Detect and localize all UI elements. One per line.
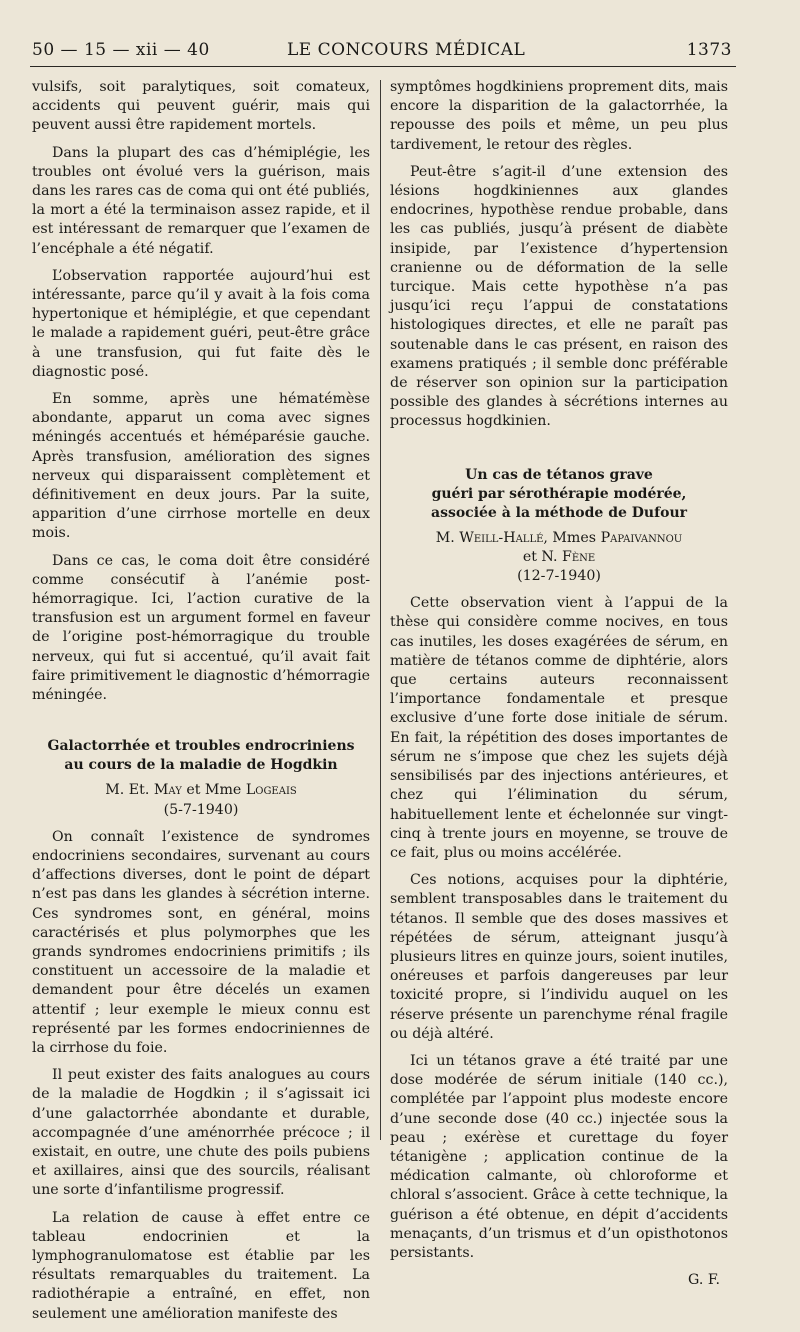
- article-tetanos: [390, 466, 728, 1291]
- paragraph: L’observation rapportée aujourd’hui est intéressante, parce qu’il y avait à la fois coma hypertonique et hémiplégie, et que cependant le malade a rapidement guéri, peut-être grâce à une transfusion, qui fut faite dès le diagnostic posé.: [32, 267, 370, 380]
- author-name: Logeais: [245, 782, 297, 799]
- paragraph: Ces notions, acquises pour la diphtérie, semblent transposables dans le traitement du tétanos. Il semble que des doses massives et répétées de sérum, atteignant jusqu’à plusieurs litres en quinze jours, soient inutiles, onéreuses et parfois dangereuses par leur toxicité propre, si l’individu auquel on les réserve présente un parenchyme rénal fragile ou déjà altéré.: [390, 872, 728, 1042]
- paragraph: Dans la plupart des cas d’hémiplégie, les troubles ont évolué vers la guérison, mais dans les rares cas de coma qui ont été publiés, la mort a été la terminaison assez rapide, et il est intéressant de remarquer que l’examen de l’encéphale a été négatif.: [32, 144, 370, 257]
- authors-prefix: M. Et.: [105, 782, 154, 799]
- column-divider: [380, 80, 381, 1140]
- article-title-line: au cours de la maladie de Hogdkin: [64, 757, 338, 774]
- paragraph: En somme, après une hématémèse abondante, apparut un coma avec signes méningés accentués et héméparésie gauche. Après transfusion, amélioration des signes nerveux qui disparaissent complètement et définitivement en deux jours. Par la suite, apparition d’une cirrhose mortelle en deux mois.: [32, 391, 370, 542]
- issue-reference: 50 — 15 — xii — 40: [32, 40, 210, 60]
- header-rule: [30, 66, 736, 67]
- article-signature: G. F.: [688, 1272, 720, 1289]
- author-name: Papaivannou: [600, 529, 683, 546]
- article-title-line: Galactorrhée et troubles endrocriniens: [47, 738, 355, 755]
- paragraph: Peut-être s’agit-il d’une extension des lésions hogdkiniennes aux glandes endocrines, hypothèse rendue probable, dans les cas publiés, jusqu’à présent de diabète insipide, par l’existence d’hypertension cranienne ou de déformation de la selle turcique. Mais cette hypothèse n’a pas jusqu’ici reçu l’appui de constatations histologiques directes, et elle ne paraît pas soutenable dans le cas présent, en raison des examens pratiqués ; il semble donc préférable de réserver son opinion sur la participation possible des glandes à sécrétions internes au processus hogdkinien.: [390, 163, 728, 430]
- paragraph: La relation de cause à effet entre ce tableau endocrinien et la lymphogranulomatose est établie par les résultats remarquables du traitement. La radiothérapie a entraîné, en effet, non seulement une amélioration manifeste des: [32, 1209, 370, 1322]
- page-header: [32, 40, 732, 66]
- paragraph: Ici un tétanos grave a été traité par une dose modérée de sérum initiale (140 cc.), complétée par l’appoint plus modeste encore d’une seconde dose (40 cc.) injectée sous la peau ; exérèse et curettage du foyer tétanigène ; application continue de la médication calmante, où chloroforme et chloral s’associent. Grâce à cette technique, la guérison a été obtenue, en dépit d’accidents menaçants, d’un trismus et d’un opisthotonos persistants.: [390, 1052, 728, 1261]
- author-name: May: [153, 782, 182, 799]
- paragraph: Il peut exister des faits analogues au cours de la maladie de Hogdkin ; il s’agissait ici d’une galactorrhée abondante et durable, accompagnée d’une aménorrhée précoce ; il existait, en outre, une chute des poils pubiens et axillaires, ainsi que des sourcils, réalisant une sorte d’infantilisme progressif.: [32, 1067, 370, 1199]
- page-number: 1373: [686, 40, 732, 60]
- spacer: [390, 440, 728, 466]
- article-title-line: associée à la méthode de Dufour: [431, 504, 687, 521]
- paragraph: Dans ce cas, le coma doit être considéré comme consécutif à l’anémie post-hémorragique. Ici, l’action curative de la transfusion est un argument formel en faveur de l’origine post-hémorragique du trouble nerveux, qui fut si accentué, qu’il avait fait faire primitivement le diagnostic d’hémorragie méningée.: [32, 552, 370, 704]
- authors-mid: , Mmes: [543, 529, 601, 546]
- authors-prefix: M.: [435, 529, 460, 546]
- article-date: (5-7-1940): [163, 801, 239, 818]
- paragraph: On connaît l’existence de syndromes endocriniens secondaires, survenant au cours d’affections diverses, dont le point de départ n’est pas dans les glandes à sécrétion interne. Ces syndromes sont, en général, moins caractérisés et plus polymorphes que les grands syndromes endocriniens primitifs ; ils constituent un accessoire de la maladie et demandent pour être décelés un examen attentif ; leur exemple le mieux connu est représenté par les formes endocriniennes de la cirrhose du foie.: [32, 828, 370, 1056]
- paragraph: vulsifs, soit paralytiques, soit comateux, accidents qui peuvent guérir, mais qui peuvent aussi être rapidement mortels.: [32, 79, 370, 134]
- article-authors-line2: [390, 548, 728, 567]
- left-column: [32, 78, 370, 1332]
- article-date: (12-7-1940): [517, 568, 601, 585]
- author-name: Fène: [561, 548, 596, 565]
- article-authors: [32, 781, 370, 800]
- paragraph: symptômes hogdkiniens proprement dits, mais encore la disparition de la galactorrhée, la repousse des poils et même, un peu plus tardivement, le retour des règles.: [390, 79, 728, 153]
- authors-mid: et Mme: [181, 782, 246, 799]
- spacer: [32, 713, 370, 737]
- article-authors: [390, 529, 728, 548]
- article-title-line: guéri par sérothérapie modérée,: [431, 485, 687, 502]
- paragraph: Cette observation vient à l’appui de la thèse qui considère comme nocives, en tous cas inutiles, les doses exagérées de sérum, en matière de tétanos comme de diphtérie, alors que certains auteurs reconnaissent l’importance fondamentale et presque exclusive d’une forte dose initiale de sérum. En fait, la répétition des doses importantes de sérum ne s’impose que chez les sujets déjà sensibilisés par des injections antérieures, et chez qui l’élimination du sérum, habituellement lente et échelonnée sur vingt-cinq à trente jours en moyenne, se trouve de ce fait, plus ou moins accélérée.: [390, 595, 728, 861]
- article-title-line: Un cas de tétanos grave: [465, 466, 653, 483]
- right-column: [390, 78, 728, 1298]
- author-name: Weill-Hallé: [459, 529, 544, 546]
- authors-prefix: et N.: [522, 548, 562, 565]
- article-galactorrhee: [32, 737, 370, 1323]
- journal-title: LE CONCOURS MÉDICAL: [287, 40, 526, 60]
